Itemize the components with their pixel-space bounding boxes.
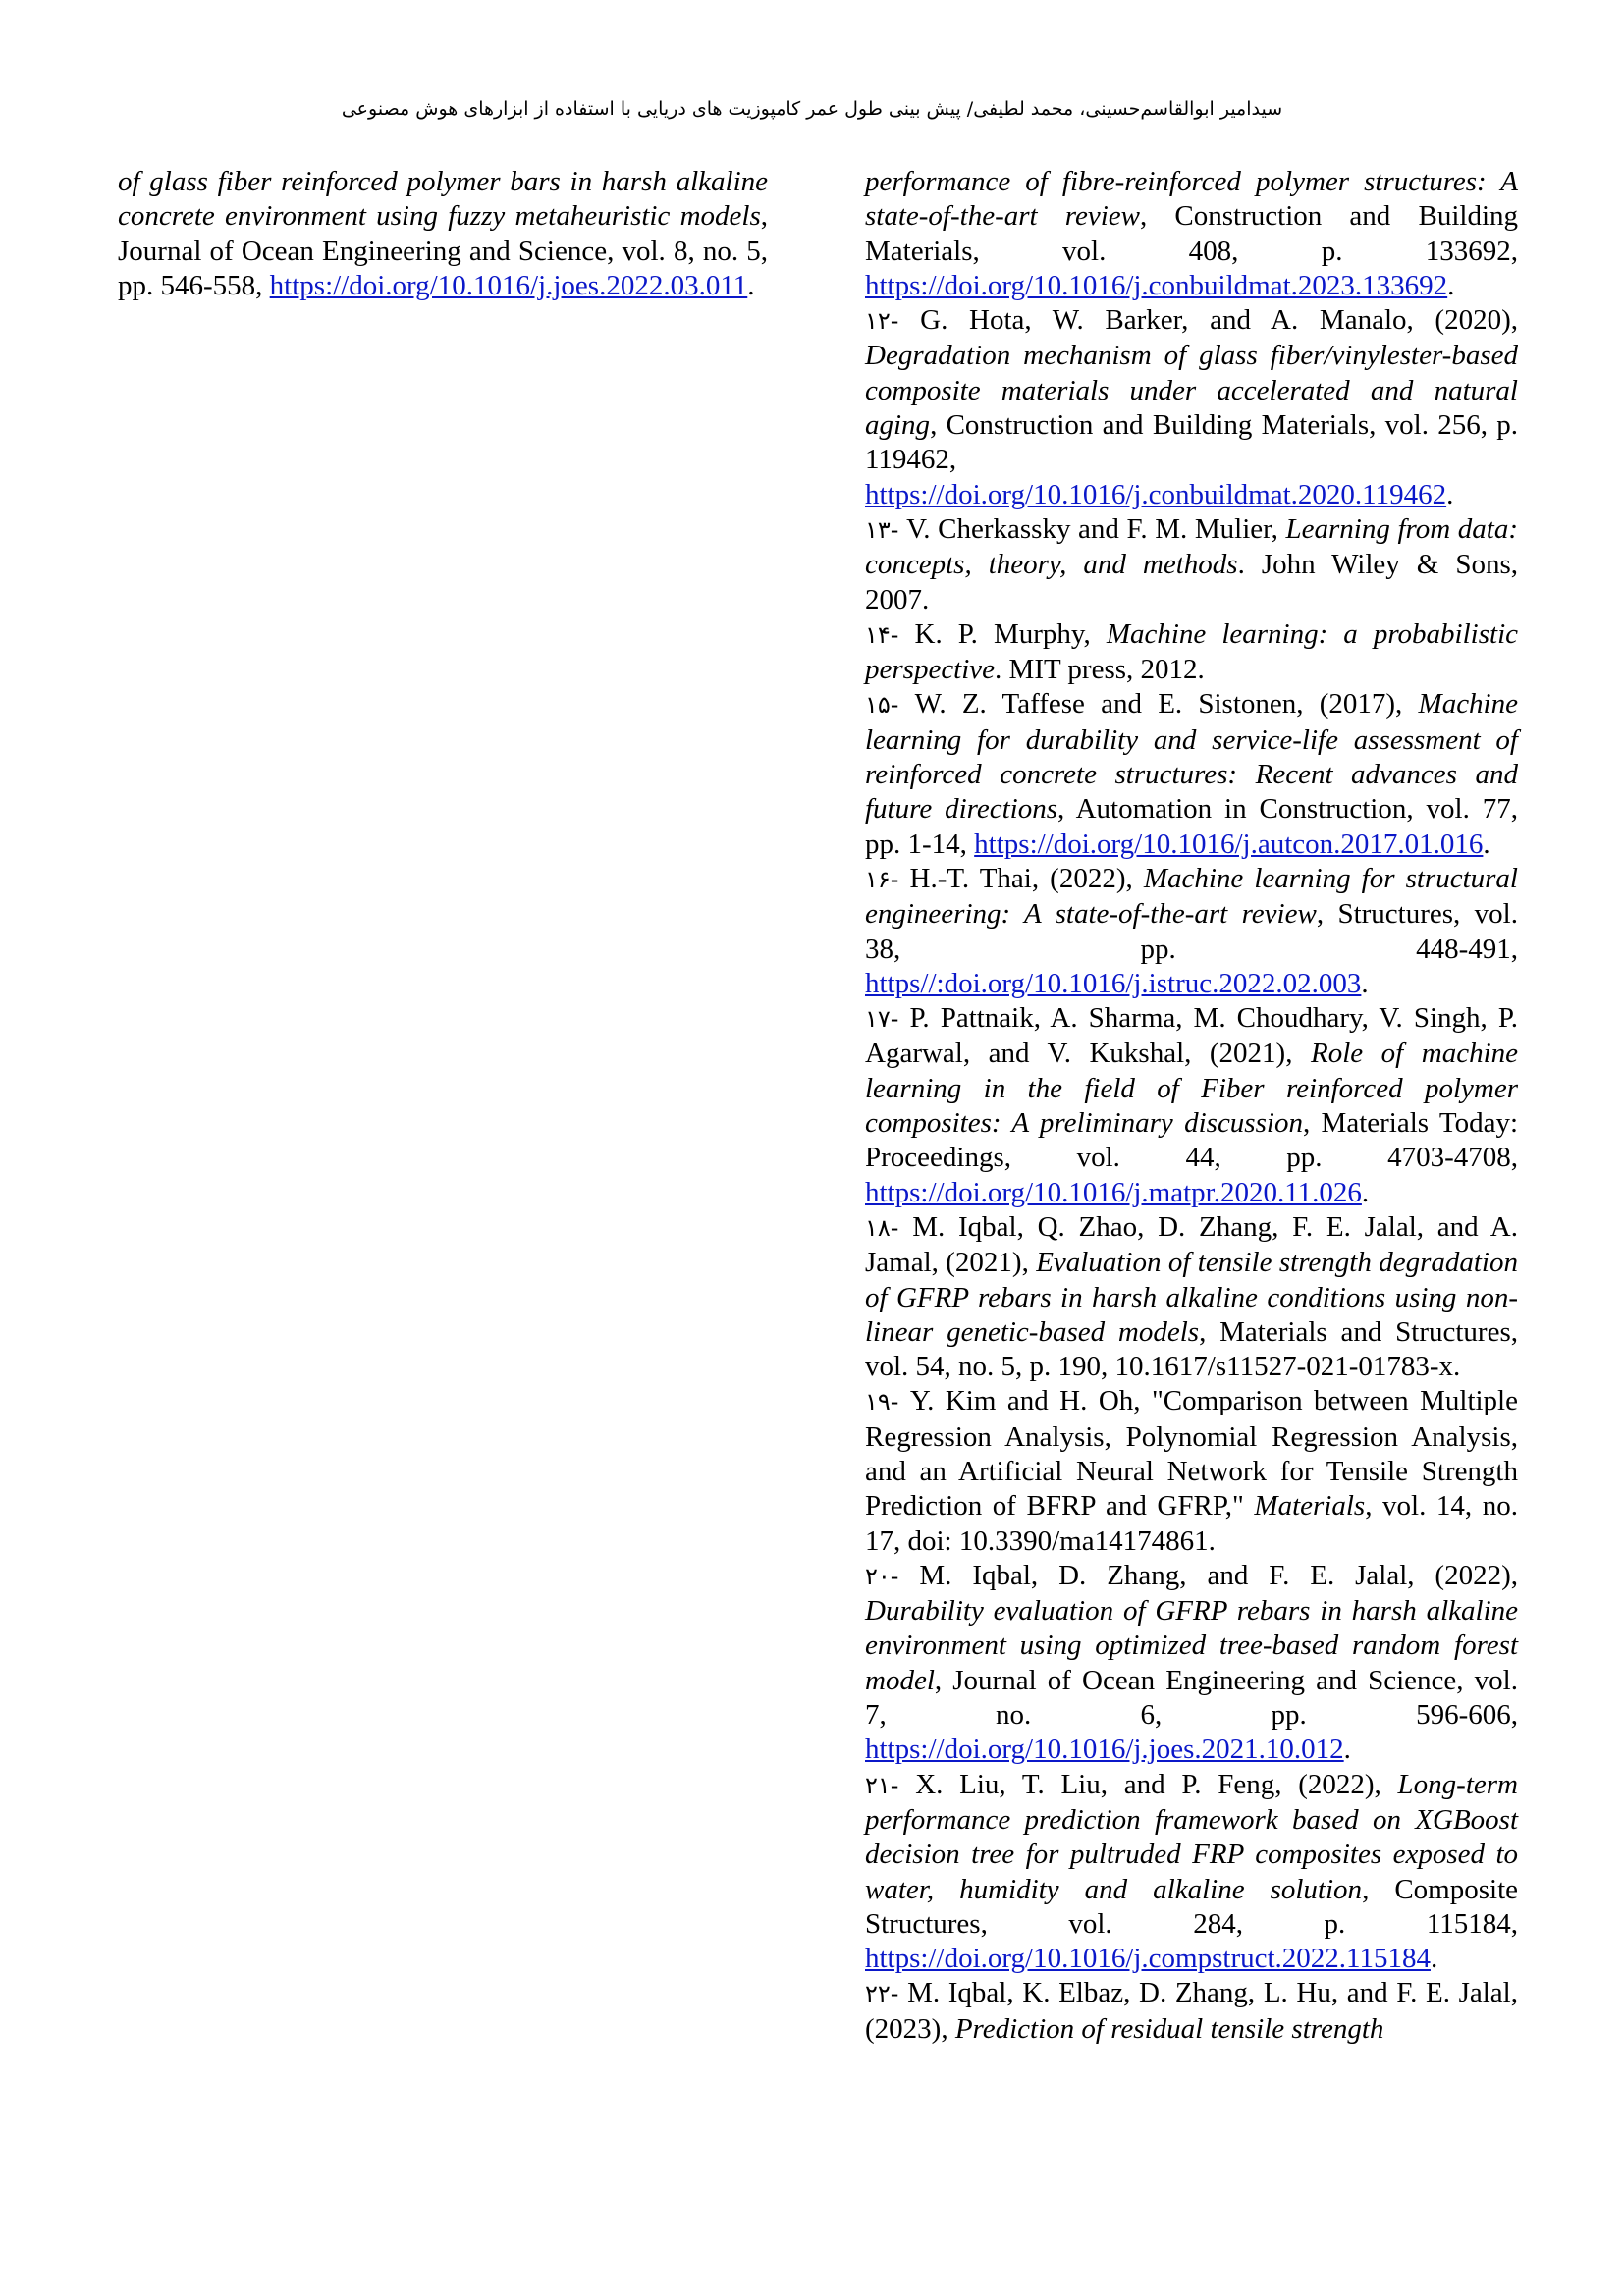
ref-authors: K. P. Murphy, xyxy=(898,617,1107,650)
ref-tail: . xyxy=(1361,1176,1370,1208)
ref-source: . MIT press, 2012. xyxy=(995,654,1205,686)
reference-entry xyxy=(865,862,1518,1001)
ref-authors: V. Cherkassky and F. M. Mulier, xyxy=(898,512,1286,545)
ref-doi-link[interactable]: https://doi.org/10.1016/j.joes.2022.03.011 xyxy=(269,269,748,301)
ref-doi-link[interactable]: https//:doi.org/10.1016/j.istruc.2022.02.003 xyxy=(865,967,1362,999)
ref-title: Role of machine learning in the field of Fiber reinforced polymer composites: A preliminary discussion xyxy=(865,1038,1518,1140)
ref-authors: W. Z. Taffese and E. Sistonen, (2017), xyxy=(898,688,1419,721)
reference-entry xyxy=(865,1768,1518,1977)
ref-doi-link[interactable]: https://doi.org/10.1016/j.joes.2021.10.012 xyxy=(865,1734,1344,1766)
ref-title: of glass fiber reinforced polymer bars in harsh alkaline concrete environment using fuzzy metaheuristic models xyxy=(118,166,768,233)
ref-source: , Materials and Structures, vol. 54, no. 5, p. 190, 10.1617/s11527-021-01783-x. xyxy=(865,1315,1518,1383)
ref-source: , Journal of Ocean Engineering and Science, vol. 7, no. 6, pp. 596-606, xyxy=(865,1664,1518,1732)
reference-entry xyxy=(865,165,1518,303)
ref-tail: . xyxy=(1447,269,1455,301)
left-column xyxy=(118,165,768,303)
ref-doi-link[interactable]: https://doi.org/10.1016/j.conbuildmat.2023.133692 xyxy=(865,269,1448,301)
ref-number: ۲۲- xyxy=(865,1980,899,2008)
ref-number: ۱۹- xyxy=(865,1388,899,1416)
ref-title: Degradation mechanism of glass fiber/vinylester-based composite materials under accelerated and natural aging xyxy=(865,340,1518,442)
reference-entry xyxy=(865,1976,1518,2047)
ref-number: ۱۷- xyxy=(865,1005,899,1034)
ref-number: ۱۳- xyxy=(865,515,899,544)
ref-tail: . xyxy=(1483,828,1490,860)
ref-source: , Structures, vol. 38, pp. 448-491, xyxy=(865,898,1518,965)
ref-source: , Materials Today: Proceedings, vol. 44, pp. 4703-4708, xyxy=(865,1107,1519,1174)
reference-entry xyxy=(865,617,1518,688)
ref-doi-link[interactable]: https://doi.org/10.1016/j.conbuildmat.2020.119462 xyxy=(865,478,1447,510)
ref-number: ۱۵- xyxy=(865,691,899,720)
reference-entry xyxy=(865,303,1518,512)
ref-source: , Automation in Construction, vol. 77, pp. 1-14, xyxy=(865,793,1519,860)
ref-authors: P. Pattnaik, A. Sharma, M. Choudhary, V. Singh, P. Agarwal, and V. Kukshal, (2021), xyxy=(865,1002,1518,1070)
reference-entry xyxy=(865,512,1518,617)
ref-doi-link[interactable]: https://doi.org/10.1016/j.autcon.2017.01.016 xyxy=(974,828,1484,860)
ref-source: , Composite Structures, vol. 284, p. 115184, xyxy=(865,1873,1519,1940)
ref-title: Evaluation of tensile strength degradation of GFRP rebars in harsh alkaline conditions using non-linear genetic-based models xyxy=(865,1247,1518,1348)
ref-title: Machine learning for durability and service-life assessment of reinforced concrete structures: Recent advances and future directions xyxy=(865,688,1518,826)
ref-title: Long-term performance prediction framework based on XGBoost decision tree for pultruded FRP composites exposed to water, humidity and alkaline solution xyxy=(865,1768,1518,1905)
ref-authors: M. Iqbal, D. Zhang, and F. E. Jalal, (2022), xyxy=(898,1559,1518,1591)
ref-source: , Journal of Ocean Engineering and Science, vol. 8, no. 5, pp. 546-558, xyxy=(118,200,768,301)
reference-entry xyxy=(865,1210,1518,1384)
ref-tail: . xyxy=(747,269,755,301)
ref-source: , Construction and Building Materials, vol. 256, p. 119462, xyxy=(865,409,1518,476)
ref-title: Learning from data: concepts, theory, and methods xyxy=(865,512,1518,581)
reference-entry xyxy=(865,1384,1518,1558)
reference-entry xyxy=(118,165,768,303)
ref-authors: X. Liu, T. Liu, and P. Feng, (2022), xyxy=(898,1768,1398,1800)
right-column xyxy=(865,165,1518,2047)
reference-entry xyxy=(865,1001,1518,1210)
ref-title: performance of fibre-reinforced polymer structures: A state-of-the-art review xyxy=(865,166,1518,233)
ref-tail: . xyxy=(1446,478,1454,510)
running-header: سیدامیر ابوالقاسم‌حسینی، محمد لطیفی/ پیش بینی طول عمر کامپوزیت های دریایی با استفاده از ابزارهای هوش مصنوعی xyxy=(341,98,1283,120)
ref-number: ۱۸- xyxy=(865,1213,899,1242)
ref-authors: G. Hota, W. Barker, and A. Manalo, (2020), xyxy=(898,304,1518,337)
reference-entry xyxy=(865,1559,1518,1768)
ref-title: Machine learning for structural engineering: A state-of-the-art review xyxy=(865,862,1518,931)
reference-entry xyxy=(865,687,1518,861)
ref-tail: . xyxy=(1361,967,1369,999)
ref-number: ۲۱- xyxy=(865,1771,899,1799)
ref-authors: H.-T. Thai, (2022), xyxy=(898,862,1144,894)
ref-source: . John Wiley & Sons, 2007. xyxy=(865,549,1518,615)
ref-number: ۲۰- xyxy=(865,1562,899,1590)
ref-tail: . xyxy=(1430,1943,1438,1975)
ref-title: Prediction of residual tensile strength xyxy=(954,2012,1384,2045)
ref-number: ۱۲- xyxy=(865,307,899,336)
ref-doi-link[interactable]: https://doi.org/10.1016/j.matpr.2020.11.026 xyxy=(865,1176,1362,1208)
ref-tail: . xyxy=(1343,1734,1351,1766)
ref-source: , Construction and Building Materials, vol. 408, p. 133692, xyxy=(865,200,1518,267)
ref-number: ۱۴- xyxy=(865,620,899,649)
ref-title: Machine learning: a probabilistic perspective xyxy=(865,617,1518,686)
ref-source: , vol. 14, no. 17, doi: 10.3390/ma14174861. xyxy=(865,1490,1519,1557)
ref-authors: M. Iqbal, Q. Zhao, D. Zhang, F. E. Jalal, and A. Jamal, (2021), xyxy=(865,1210,1518,1279)
ref-number: ۱۶- xyxy=(865,865,899,893)
ref-doi-link[interactable]: https://doi.org/10.1016/j.compstruct.2022.115184 xyxy=(865,1943,1431,1975)
ref-title: Durability evaluation of GFRP rebars in harsh alkaline environment using optimized tree-based random forest model xyxy=(865,1595,1518,1696)
ref-authors: M. Iqbal, K. Elbaz, D. Zhang, L. Hu, and F. E. Jalal, (2023), xyxy=(865,1977,1518,2045)
ref-authors: Y. Kim and H. Oh, "Comparison between Multiple Regression Analysis, Polynomial Regression Analysis, and an Artificial Neural Network for Tensile Strength Prediction of BFRP and GFRP," xyxy=(865,1385,1518,1522)
ref-title: Materials xyxy=(1254,1490,1366,1522)
